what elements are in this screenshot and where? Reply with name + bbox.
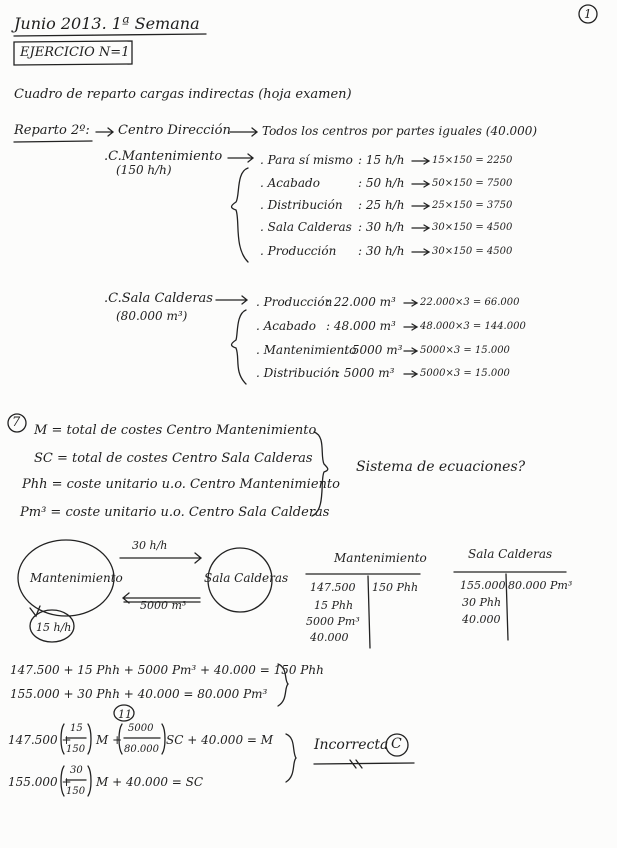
mant-item-value: : 50 h/h: [358, 176, 405, 190]
mant-item-calc: 50×150 = 7500: [432, 178, 513, 189]
t-account-title: Mantenimiento: [334, 551, 427, 565]
mant-item-label: . Acabado: [260, 176, 320, 190]
page-number: 1: [584, 7, 592, 21]
cald-item-calc: 22.000×3 = 66.000: [420, 297, 520, 308]
t-account-debit: 155.000: [460, 579, 506, 592]
reparto-label: Reparto 2º:: [14, 123, 90, 138]
mant-item-label: . Distribución: [260, 198, 343, 212]
verdict-letter: C: [391, 736, 402, 752]
mant-item-calc: 25×150 = 3750: [432, 200, 513, 211]
equation-3-frac-den: 150: [66, 744, 86, 755]
t-account-debit: 30 Phh: [462, 596, 502, 609]
equation-2: 155.000 + 30 Phh + 40.000 = 80.000 Pm³: [10, 687, 268, 701]
cald-item-value: : 5000 m³: [336, 366, 395, 380]
mant-item-label: . Para sí mismo: [260, 153, 353, 167]
diagram-flow-top: 30 h/h: [132, 539, 168, 552]
equation-3-part: 147.500 +: [8, 733, 72, 747]
t-account-debit: 5000 Pm³: [306, 615, 360, 628]
cald-item-label: . Acabado: [256, 319, 316, 333]
cald-item-label: . Producción: [256, 295, 333, 309]
definitions-number: 7: [12, 415, 21, 430]
equation-4-part: 155.000 +: [8, 775, 72, 789]
mant-item-calc: 30×150 = 4500: [432, 246, 513, 257]
t-account-credit: 150 Phh: [372, 581, 419, 594]
cald-item-value: : 5000 m³: [344, 343, 403, 357]
diagram-self-loop: 15 h/h: [36, 621, 72, 634]
equation-3-frac-num: 15: [70, 723, 83, 734]
t-account-debit: 147.500: [310, 581, 356, 594]
t-account-credit: 80.000 Pm³: [508, 579, 573, 592]
equation-3-part: M +: [96, 733, 123, 747]
mant-item-value: : 25 h/h: [358, 198, 405, 212]
equation-4-part: M + 40.000 = SC: [96, 775, 204, 789]
mant-item-value: : 15 h/h: [358, 153, 405, 167]
equation-3-part: SC + 40.000 = M: [166, 733, 274, 747]
equation-3-frac-den: 80.000: [124, 744, 159, 755]
diagram-node-b: Sala Calderas: [204, 571, 289, 585]
mant-item-calc: 30×150 = 4500: [432, 222, 513, 233]
cald-item-value: : 22.000 m³: [326, 295, 396, 309]
diagram-flow-bottom: 5000 m³: [140, 599, 187, 612]
cald-item-value: : 48.000 m³: [326, 319, 396, 333]
definition-line: SC = total de costes Centro Sala Calderas: [34, 451, 313, 466]
subtitle: Cuadro de reparto cargas indirectas (hoja examen): [14, 87, 352, 102]
equation-4-frac-num: 30: [70, 765, 83, 776]
mant-item-calc: 15×150 = 2250: [432, 155, 513, 166]
t-account-debit: 40.000: [310, 631, 349, 644]
cald-item-calc: 5000×3 = 15.000: [420, 368, 510, 379]
mantenimiento-hours: (150 h/h): [116, 163, 172, 177]
equation-3-frac-num: 5000: [128, 723, 154, 734]
diagram-node-a: Mantenimiento: [30, 571, 123, 585]
mant-item-label: . Producción: [260, 244, 337, 258]
cald-item-label: . Mantenimiento: [256, 343, 357, 357]
t-account-debit: 15 Phh: [314, 599, 354, 612]
mant-item-label: . Sala Calderas: [260, 220, 352, 234]
definition-line: Pm³ = coste unitario u.o. Centro Sala Calderas: [20, 505, 330, 520]
t-account-debit: 40.000: [462, 613, 501, 626]
page-title: Junio 2013. 1ª Semana: [14, 14, 200, 33]
mantenimiento-name: .C.Mantenimiento: [104, 149, 223, 164]
calderas-volume: (80.000 m³): [116, 309, 188, 323]
todos-centros: Todos los centros por partes iguales (40.000): [262, 124, 538, 138]
equation-note: 11: [118, 708, 132, 721]
cald-item-label: . Distribución: [256, 366, 339, 380]
cald-item-calc: 48.000×3 = 144.000: [420, 321, 526, 332]
mant-item-value: : 30 h/h: [358, 244, 405, 258]
definition-line: M = total de costes Centro Mantenimiento: [34, 423, 317, 438]
calderas-name: .C.Sala Calderas: [104, 291, 213, 306]
cald-item-calc: 5000×3 = 15.000: [420, 345, 510, 356]
system-question: Sistema de ecuaciones?: [356, 459, 526, 475]
definition-line: Phh = coste unitario u.o. Centro Mantenimiento: [22, 477, 340, 492]
equation-1: 147.500 + 15 Phh + 5000 Pm³ + 40.000 = 150 Phh: [10, 663, 324, 677]
exercise-label: EJERCICIO N=1: [20, 45, 130, 60]
verdict: Incorrecta: [314, 737, 389, 753]
centro-direccion: Centro Dirección: [118, 123, 231, 138]
t-account-title: Sala Calderas: [468, 547, 553, 561]
mant-item-value: : 30 h/h: [358, 220, 405, 234]
equation-4-frac-den: 150: [66, 786, 86, 797]
